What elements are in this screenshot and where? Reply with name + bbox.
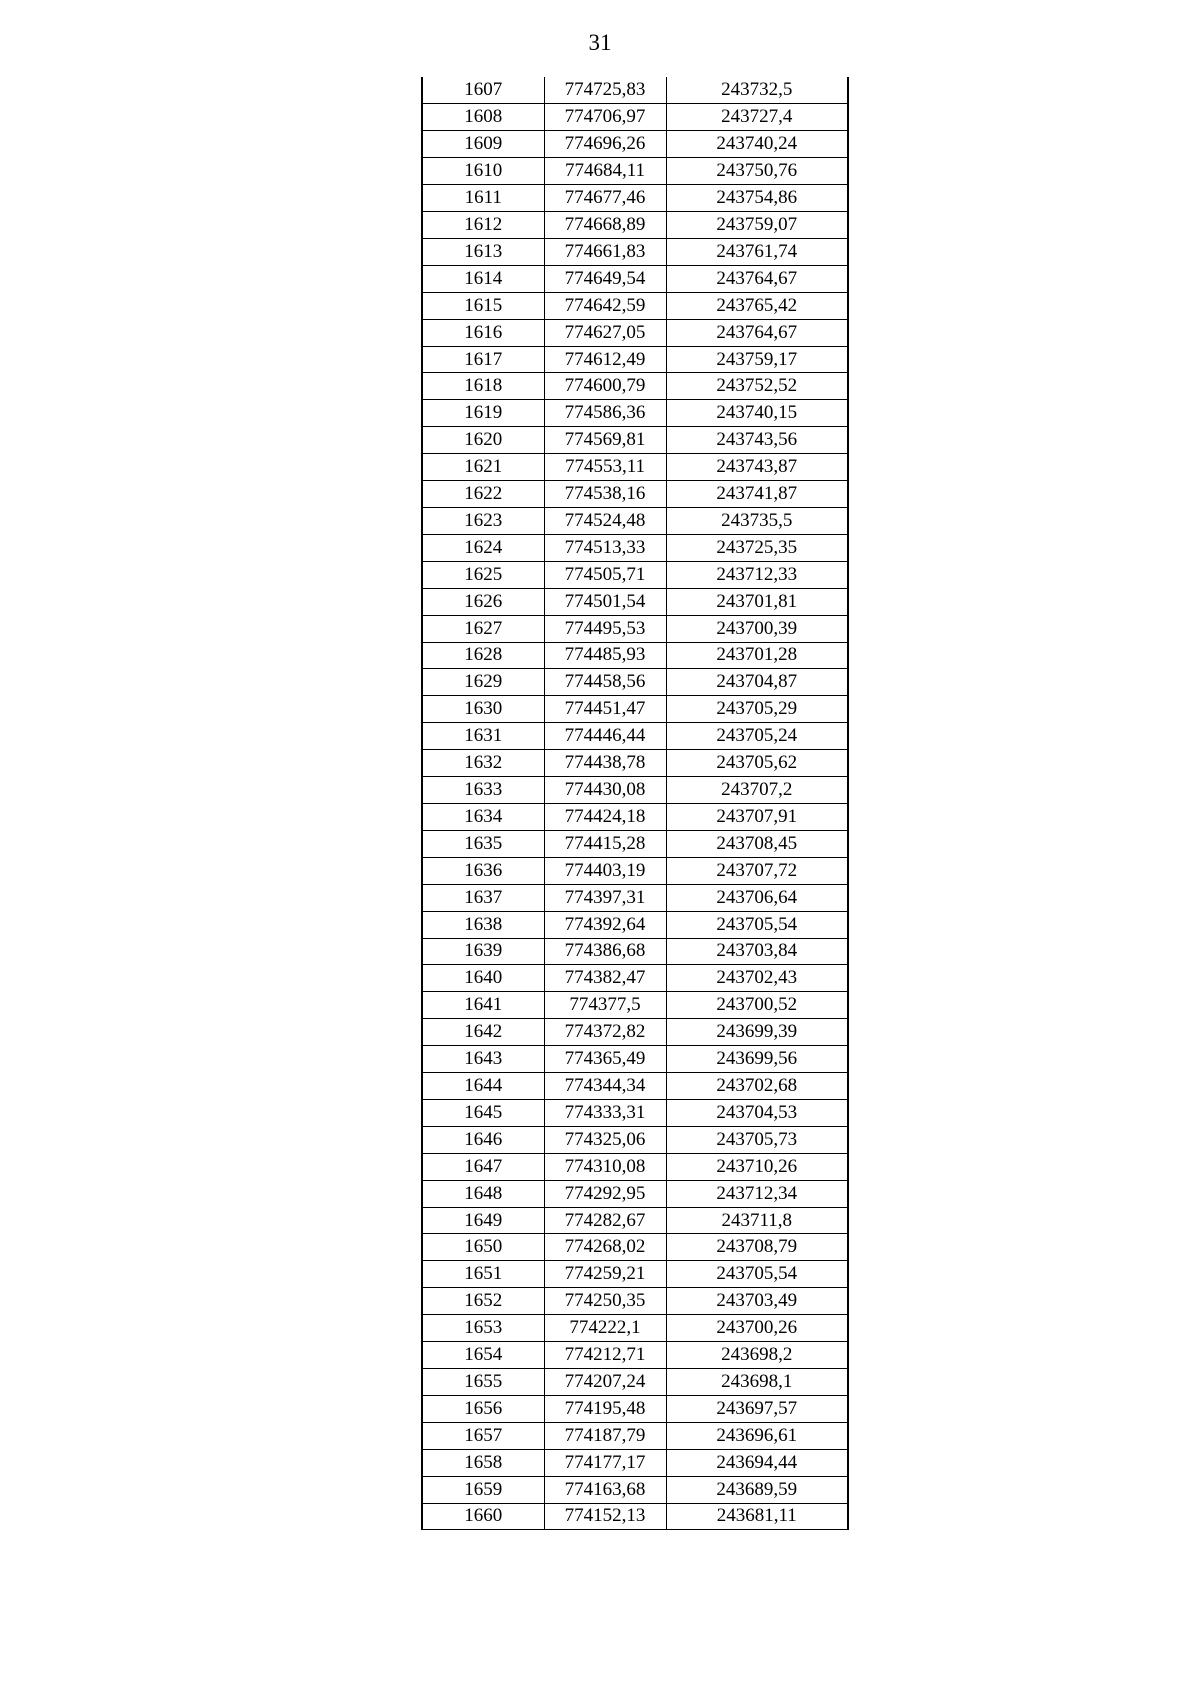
x-coordinate-cell: 774212,71: [544, 1342, 666, 1369]
point-number-cell: 1620: [422, 427, 544, 454]
point-number-cell: 1658: [422, 1449, 544, 1476]
y-coordinate-cell: 243697,57: [666, 1395, 848, 1422]
table-row: [422, 1207, 848, 1234]
x-coordinate-cell: 774259,21: [544, 1261, 666, 1288]
point-number-cell: 1614: [422, 265, 544, 292]
y-coordinate-cell: 243705,29: [666, 696, 848, 723]
table-row: [422, 481, 848, 508]
y-coordinate-cell: 243699,39: [666, 1019, 848, 1046]
table-row: [422, 1126, 848, 1153]
point-number-cell: 1649: [422, 1207, 544, 1234]
table-row: [422, 669, 848, 696]
point-number-cell: 1624: [422, 534, 544, 561]
x-coordinate-cell: 774372,82: [544, 1019, 666, 1046]
y-coordinate-cell: 243708,45: [666, 830, 848, 857]
point-number-cell: 1651: [422, 1261, 544, 1288]
table-row: [422, 1422, 848, 1449]
y-coordinate-cell: 243707,2: [666, 777, 848, 804]
table-row: [422, 104, 848, 131]
coordinates-table-body: [422, 77, 848, 1530]
point-number-cell: 1621: [422, 454, 544, 481]
table-row: [422, 884, 848, 911]
x-coordinate-cell: 774600,79: [544, 373, 666, 400]
y-coordinate-cell: 243700,52: [666, 992, 848, 1019]
point-number-cell: 1619: [422, 400, 544, 427]
x-coordinate-cell: 774505,71: [544, 561, 666, 588]
x-coordinate-cell: 774415,28: [544, 830, 666, 857]
table-row: [422, 319, 848, 346]
point-number-cell: 1626: [422, 588, 544, 615]
point-number-cell: 1630: [422, 696, 544, 723]
table-row: [422, 561, 848, 588]
table-row: [422, 185, 848, 212]
table-row: [422, 1503, 848, 1530]
table-row: [422, 1395, 848, 1422]
point-number-cell: 1607: [422, 77, 544, 104]
x-coordinate-cell: 774684,11: [544, 158, 666, 185]
table-row: [422, 346, 848, 373]
point-number-cell: 1635: [422, 830, 544, 857]
y-coordinate-cell: 243698,1: [666, 1369, 848, 1396]
x-coordinate-cell: 774485,93: [544, 642, 666, 669]
table-row: [422, 534, 848, 561]
y-coordinate-cell: 243689,59: [666, 1476, 848, 1503]
x-coordinate-cell: 774586,36: [544, 400, 666, 427]
y-coordinate-cell: 243740,15: [666, 400, 848, 427]
table-row: [422, 965, 848, 992]
y-coordinate-cell: 243759,17: [666, 346, 848, 373]
x-coordinate-cell: 774152,13: [544, 1503, 666, 1530]
x-coordinate-cell: 774677,46: [544, 185, 666, 212]
point-number-cell: 1647: [422, 1153, 544, 1180]
point-number-cell: 1618: [422, 373, 544, 400]
table-row: [422, 642, 848, 669]
x-coordinate-cell: 774501,54: [544, 588, 666, 615]
y-coordinate-cell: 243741,87: [666, 481, 848, 508]
point-number-cell: 1657: [422, 1422, 544, 1449]
point-number-cell: 1646: [422, 1126, 544, 1153]
table-row: [422, 1342, 848, 1369]
point-number-cell: 1652: [422, 1288, 544, 1315]
y-coordinate-cell: 243765,42: [666, 292, 848, 319]
y-coordinate-cell: 243705,62: [666, 750, 848, 777]
y-coordinate-cell: 243698,2: [666, 1342, 848, 1369]
x-coordinate-cell: 774642,59: [544, 292, 666, 319]
table-row: [422, 238, 848, 265]
y-coordinate-cell: 243732,5: [666, 77, 848, 104]
x-coordinate-cell: 774627,05: [544, 319, 666, 346]
table-row: [422, 373, 848, 400]
y-coordinate-cell: 243711,8: [666, 1207, 848, 1234]
table-row: [422, 265, 848, 292]
point-number-cell: 1625: [422, 561, 544, 588]
y-coordinate-cell: 243700,26: [666, 1315, 848, 1342]
x-coordinate-cell: 774344,34: [544, 1073, 666, 1100]
point-number-cell: 1632: [422, 750, 544, 777]
point-number-cell: 1613: [422, 238, 544, 265]
x-coordinate-cell: 774250,35: [544, 1288, 666, 1315]
y-coordinate-cell: 243752,52: [666, 373, 848, 400]
x-coordinate-cell: 774325,06: [544, 1126, 666, 1153]
table-row: [422, 158, 848, 185]
x-coordinate-cell: 774569,81: [544, 427, 666, 454]
point-number-cell: 1659: [422, 1476, 544, 1503]
table-row: [422, 1153, 848, 1180]
point-number-cell: 1611: [422, 185, 544, 212]
point-number-cell: 1616: [422, 319, 544, 346]
x-coordinate-cell: 774207,24: [544, 1369, 666, 1396]
y-coordinate-cell: 243707,72: [666, 857, 848, 884]
y-coordinate-cell: 243764,67: [666, 319, 848, 346]
x-coordinate-cell: 774187,79: [544, 1422, 666, 1449]
x-coordinate-cell: 774424,18: [544, 803, 666, 830]
point-number-cell: 1654: [422, 1342, 544, 1369]
x-coordinate-cell: 774397,31: [544, 884, 666, 911]
x-coordinate-cell: 774403,19: [544, 857, 666, 884]
point-number-cell: 1643: [422, 1046, 544, 1073]
x-coordinate-cell: 774386,68: [544, 938, 666, 965]
coordinates-table: [421, 77, 849, 1530]
table-row: [422, 1180, 848, 1207]
y-coordinate-cell: 243701,28: [666, 642, 848, 669]
x-coordinate-cell: 774458,56: [544, 669, 666, 696]
x-coordinate-cell: 774377,5: [544, 992, 666, 1019]
y-coordinate-cell: 243761,74: [666, 238, 848, 265]
y-coordinate-cell: 243727,4: [666, 104, 848, 131]
point-number-cell: 1623: [422, 508, 544, 535]
x-coordinate-cell: 774310,08: [544, 1153, 666, 1180]
table-row: [422, 857, 848, 884]
y-coordinate-cell: 243702,43: [666, 965, 848, 992]
y-coordinate-cell: 243705,73: [666, 1126, 848, 1153]
point-number-cell: 1660: [422, 1503, 544, 1530]
point-number-cell: 1636: [422, 857, 544, 884]
x-coordinate-cell: 774524,48: [544, 508, 666, 535]
y-coordinate-cell: 243696,61: [666, 1422, 848, 1449]
table-row: [422, 911, 848, 938]
x-coordinate-cell: 774430,08: [544, 777, 666, 804]
point-number-cell: 1656: [422, 1395, 544, 1422]
point-number-cell: 1644: [422, 1073, 544, 1100]
x-coordinate-cell: 774725,83: [544, 77, 666, 104]
y-coordinate-cell: 243710,26: [666, 1153, 848, 1180]
point-number-cell: 1629: [422, 669, 544, 696]
table-row: [422, 938, 848, 965]
point-number-cell: 1642: [422, 1019, 544, 1046]
table-row: [422, 1099, 848, 1126]
table-row: [422, 131, 848, 158]
point-number-cell: 1638: [422, 911, 544, 938]
y-coordinate-cell: 243706,64: [666, 884, 848, 911]
x-coordinate-cell: 774177,17: [544, 1449, 666, 1476]
y-coordinate-cell: 243759,07: [666, 212, 848, 239]
x-coordinate-cell: 774365,49: [544, 1046, 666, 1073]
x-coordinate-cell: 774292,95: [544, 1180, 666, 1207]
point-number-cell: 1617: [422, 346, 544, 373]
y-coordinate-cell: 243703,49: [666, 1288, 848, 1315]
x-coordinate-cell: 774668,89: [544, 212, 666, 239]
table-row: [422, 454, 848, 481]
point-number-cell: 1655: [422, 1369, 544, 1396]
point-number-cell: 1609: [422, 131, 544, 158]
y-coordinate-cell: 243699,56: [666, 1046, 848, 1073]
x-coordinate-cell: 774706,97: [544, 104, 666, 131]
point-number-cell: 1608: [422, 104, 544, 131]
point-number-cell: 1641: [422, 992, 544, 1019]
table-row: [422, 1019, 848, 1046]
table-row: [422, 1476, 848, 1503]
table-row: [422, 1288, 848, 1315]
table-row: [422, 696, 848, 723]
y-coordinate-cell: 243705,54: [666, 911, 848, 938]
point-number-cell: 1633: [422, 777, 544, 804]
x-coordinate-cell: 774661,83: [544, 238, 666, 265]
table-row: [422, 212, 848, 239]
table-row: [422, 1073, 848, 1100]
x-coordinate-cell: 774538,16: [544, 481, 666, 508]
table-row: [422, 1234, 848, 1261]
table-row: [422, 803, 848, 830]
table-row: [422, 508, 848, 535]
table-row: [422, 615, 848, 642]
table-row: [422, 1369, 848, 1396]
x-coordinate-cell: 774649,54: [544, 265, 666, 292]
y-coordinate-cell: 243702,68: [666, 1073, 848, 1100]
point-number-cell: 1622: [422, 481, 544, 508]
x-coordinate-cell: 774451,47: [544, 696, 666, 723]
x-coordinate-cell: 774446,44: [544, 723, 666, 750]
point-number-cell: 1631: [422, 723, 544, 750]
y-coordinate-cell: 243708,79: [666, 1234, 848, 1261]
point-number-cell: 1610: [422, 158, 544, 185]
x-coordinate-cell: 774163,68: [544, 1476, 666, 1503]
x-coordinate-cell: 774282,67: [544, 1207, 666, 1234]
y-coordinate-cell: 243701,81: [666, 588, 848, 615]
x-coordinate-cell: 774195,48: [544, 1395, 666, 1422]
x-coordinate-cell: 774553,11: [544, 454, 666, 481]
x-coordinate-cell: 774438,78: [544, 750, 666, 777]
point-number-cell: 1615: [422, 292, 544, 319]
y-coordinate-cell: 243712,33: [666, 561, 848, 588]
point-number-cell: 1653: [422, 1315, 544, 1342]
y-coordinate-cell: 243754,86: [666, 185, 848, 212]
x-coordinate-cell: 774333,31: [544, 1099, 666, 1126]
table-row: [422, 777, 848, 804]
y-coordinate-cell: 243764,67: [666, 265, 848, 292]
table-row: [422, 1261, 848, 1288]
x-coordinate-cell: 774392,64: [544, 911, 666, 938]
y-coordinate-cell: 243725,35: [666, 534, 848, 561]
page-number: 31: [588, 30, 612, 55]
y-coordinate-cell: 243707,91: [666, 803, 848, 830]
table-row: [422, 830, 848, 857]
point-number-cell: 1645: [422, 1099, 544, 1126]
x-coordinate-cell: 774268,02: [544, 1234, 666, 1261]
x-coordinate-cell: 774612,49: [544, 346, 666, 373]
table-row: [422, 400, 848, 427]
table-row: [422, 77, 848, 104]
y-coordinate-cell: 243743,87: [666, 454, 848, 481]
y-coordinate-cell: 243703,84: [666, 938, 848, 965]
y-coordinate-cell: 243681,11: [666, 1503, 848, 1530]
table-row: [422, 992, 848, 1019]
point-number-cell: 1628: [422, 642, 544, 669]
table-row: [422, 588, 848, 615]
y-coordinate-cell: 243704,87: [666, 669, 848, 696]
table-row: [422, 427, 848, 454]
table-row: [422, 750, 848, 777]
x-coordinate-cell: 774495,53: [544, 615, 666, 642]
x-coordinate-cell: 774222,1: [544, 1315, 666, 1342]
y-coordinate-cell: 243705,54: [666, 1261, 848, 1288]
y-coordinate-cell: 243743,56: [666, 427, 848, 454]
y-coordinate-cell: 243700,39: [666, 615, 848, 642]
y-coordinate-cell: 243694,44: [666, 1449, 848, 1476]
y-coordinate-cell: 243705,24: [666, 723, 848, 750]
table-row: [422, 1449, 848, 1476]
table-row: [422, 292, 848, 319]
table-row: [422, 1046, 848, 1073]
point-number-cell: 1637: [422, 884, 544, 911]
x-coordinate-cell: 774696,26: [544, 131, 666, 158]
point-number-cell: 1640: [422, 965, 544, 992]
y-coordinate-cell: 243712,34: [666, 1180, 848, 1207]
point-number-cell: 1612: [422, 212, 544, 239]
point-number-cell: 1639: [422, 938, 544, 965]
table-row: [422, 1315, 848, 1342]
point-number-cell: 1634: [422, 803, 544, 830]
y-coordinate-cell: 243704,53: [666, 1099, 848, 1126]
x-coordinate-cell: 774513,33: [544, 534, 666, 561]
point-number-cell: 1650: [422, 1234, 544, 1261]
y-coordinate-cell: 243735,5: [666, 508, 848, 535]
point-number-cell: 1648: [422, 1180, 544, 1207]
table-row: [422, 723, 848, 750]
x-coordinate-cell: 774382,47: [544, 965, 666, 992]
y-coordinate-cell: 243740,24: [666, 131, 848, 158]
point-number-cell: 1627: [422, 615, 544, 642]
y-coordinate-cell: 243750,76: [666, 158, 848, 185]
